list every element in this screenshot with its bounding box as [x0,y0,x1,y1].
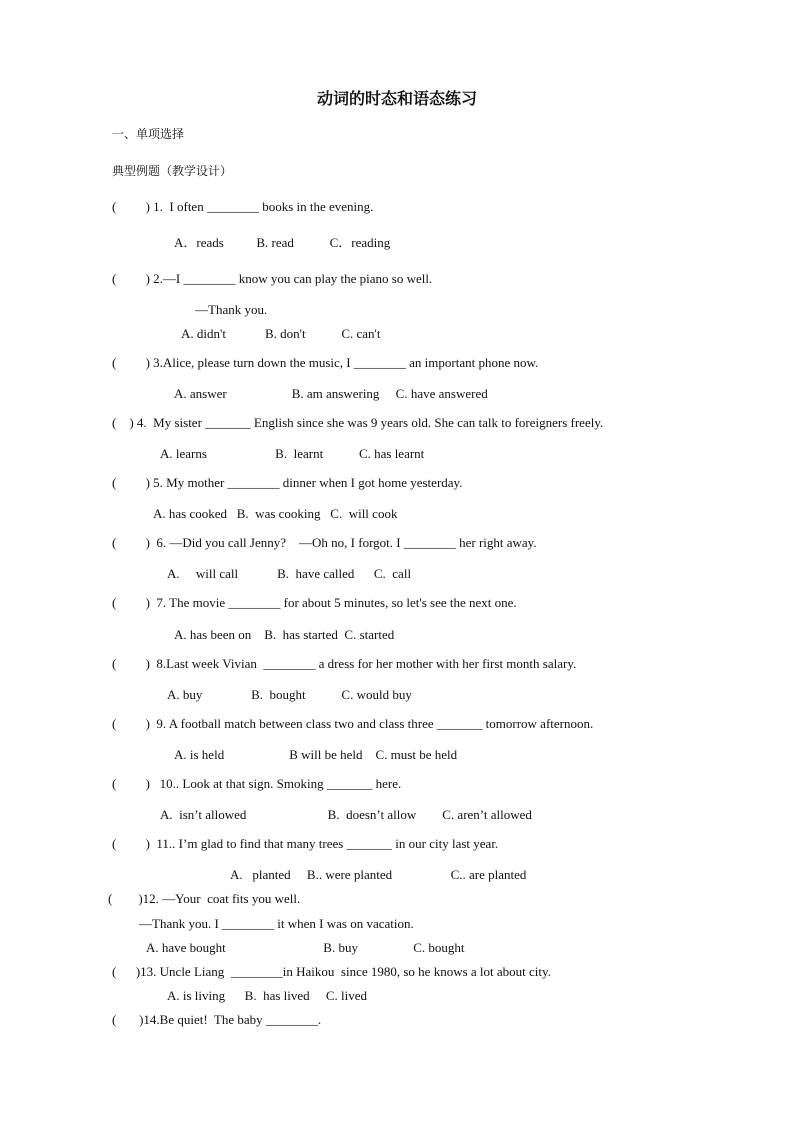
question-9-options: A. is held B will be held C. must be held [174,747,458,762]
question-14: ( )14.Be quiet! The baby ________. [112,1012,322,1027]
question-13: ( )13. Uncle Liang ________in Haikou since 1980, so he knows a lot about city. [112,964,551,979]
subheading: 典型例题（教学设计） [112,164,233,178]
question-12-reply: —Thank you. I ________ it when I was on vacation. [139,916,414,931]
question-2-reply: —Thank you. [195,302,268,317]
question-4-options: A. learns B. learnt C. has learnt [160,446,425,461]
question-12-options: A. have bought B. buy C. bought [146,940,465,955]
question-8-options: A. buy B. bought C. would buy [167,687,412,702]
question-2-options: A. didn't B. don't C. can't [181,326,381,341]
question-5-options: A. has cooked B. was cooking C. will cook [153,506,398,521]
question-8: ( ) 8.Last week Vivian ________ a dress for her mother with her first month salary. [112,656,577,671]
question-11: ( ) 11.. I’m glad to find that many trees _______ in our city last year. [112,836,499,851]
question-11-options: A. planted B.. were planted C.. are planted [230,867,527,882]
page-title: 动词的时态和语态练习 [316,89,477,108]
question-7: ( ) 7. The movie ________ for about 5 minutes, so let's see the next one. [112,595,517,610]
section-heading: 一、单项选择 [112,127,185,141]
question-9: ( ) 9. A football match between class two and class three _______ tomorrow afternoon. [112,716,594,731]
question-4: ( ) 4. My sister _______ English since she was 9 years old. She can talk to foreigners freely. [112,415,604,430]
question-7-options: A. has been on B. has started C. started [174,627,395,642]
question-12: ( )12. —Your coat fits you well. [108,891,301,906]
question-5: ( ) 5. My mother ________ dinner when I got home yesterday. [112,475,463,490]
question-2: ( ) 2.—I ________ know you can play the piano so well. [112,271,433,286]
question-6: ( ) 6. —Did you call Jenny? —Oh no, I forgot. I ________ her right away. [112,535,537,550]
question-10: ( ) 10.. Look at that sign. Smoking _______ here. [112,776,402,791]
question-3-options: A. answer B. am answering C. have answered [174,386,488,401]
question-1: ( ) 1. I often ________ books in the evening. [112,199,374,214]
question-6-options: A. will call B. have called C. call [167,566,412,581]
question-13-options: A. is living B. has lived C. lived [167,988,368,1003]
question-10-options: A. isn’t allowed B. doesn’t allow C. aren’t allowed [160,807,532,822]
question-3: ( ) 3.Alice, please turn down the music, I ________ an important phone now. [112,355,539,370]
question-1-options: A．reads B. read C．reading [174,235,391,250]
